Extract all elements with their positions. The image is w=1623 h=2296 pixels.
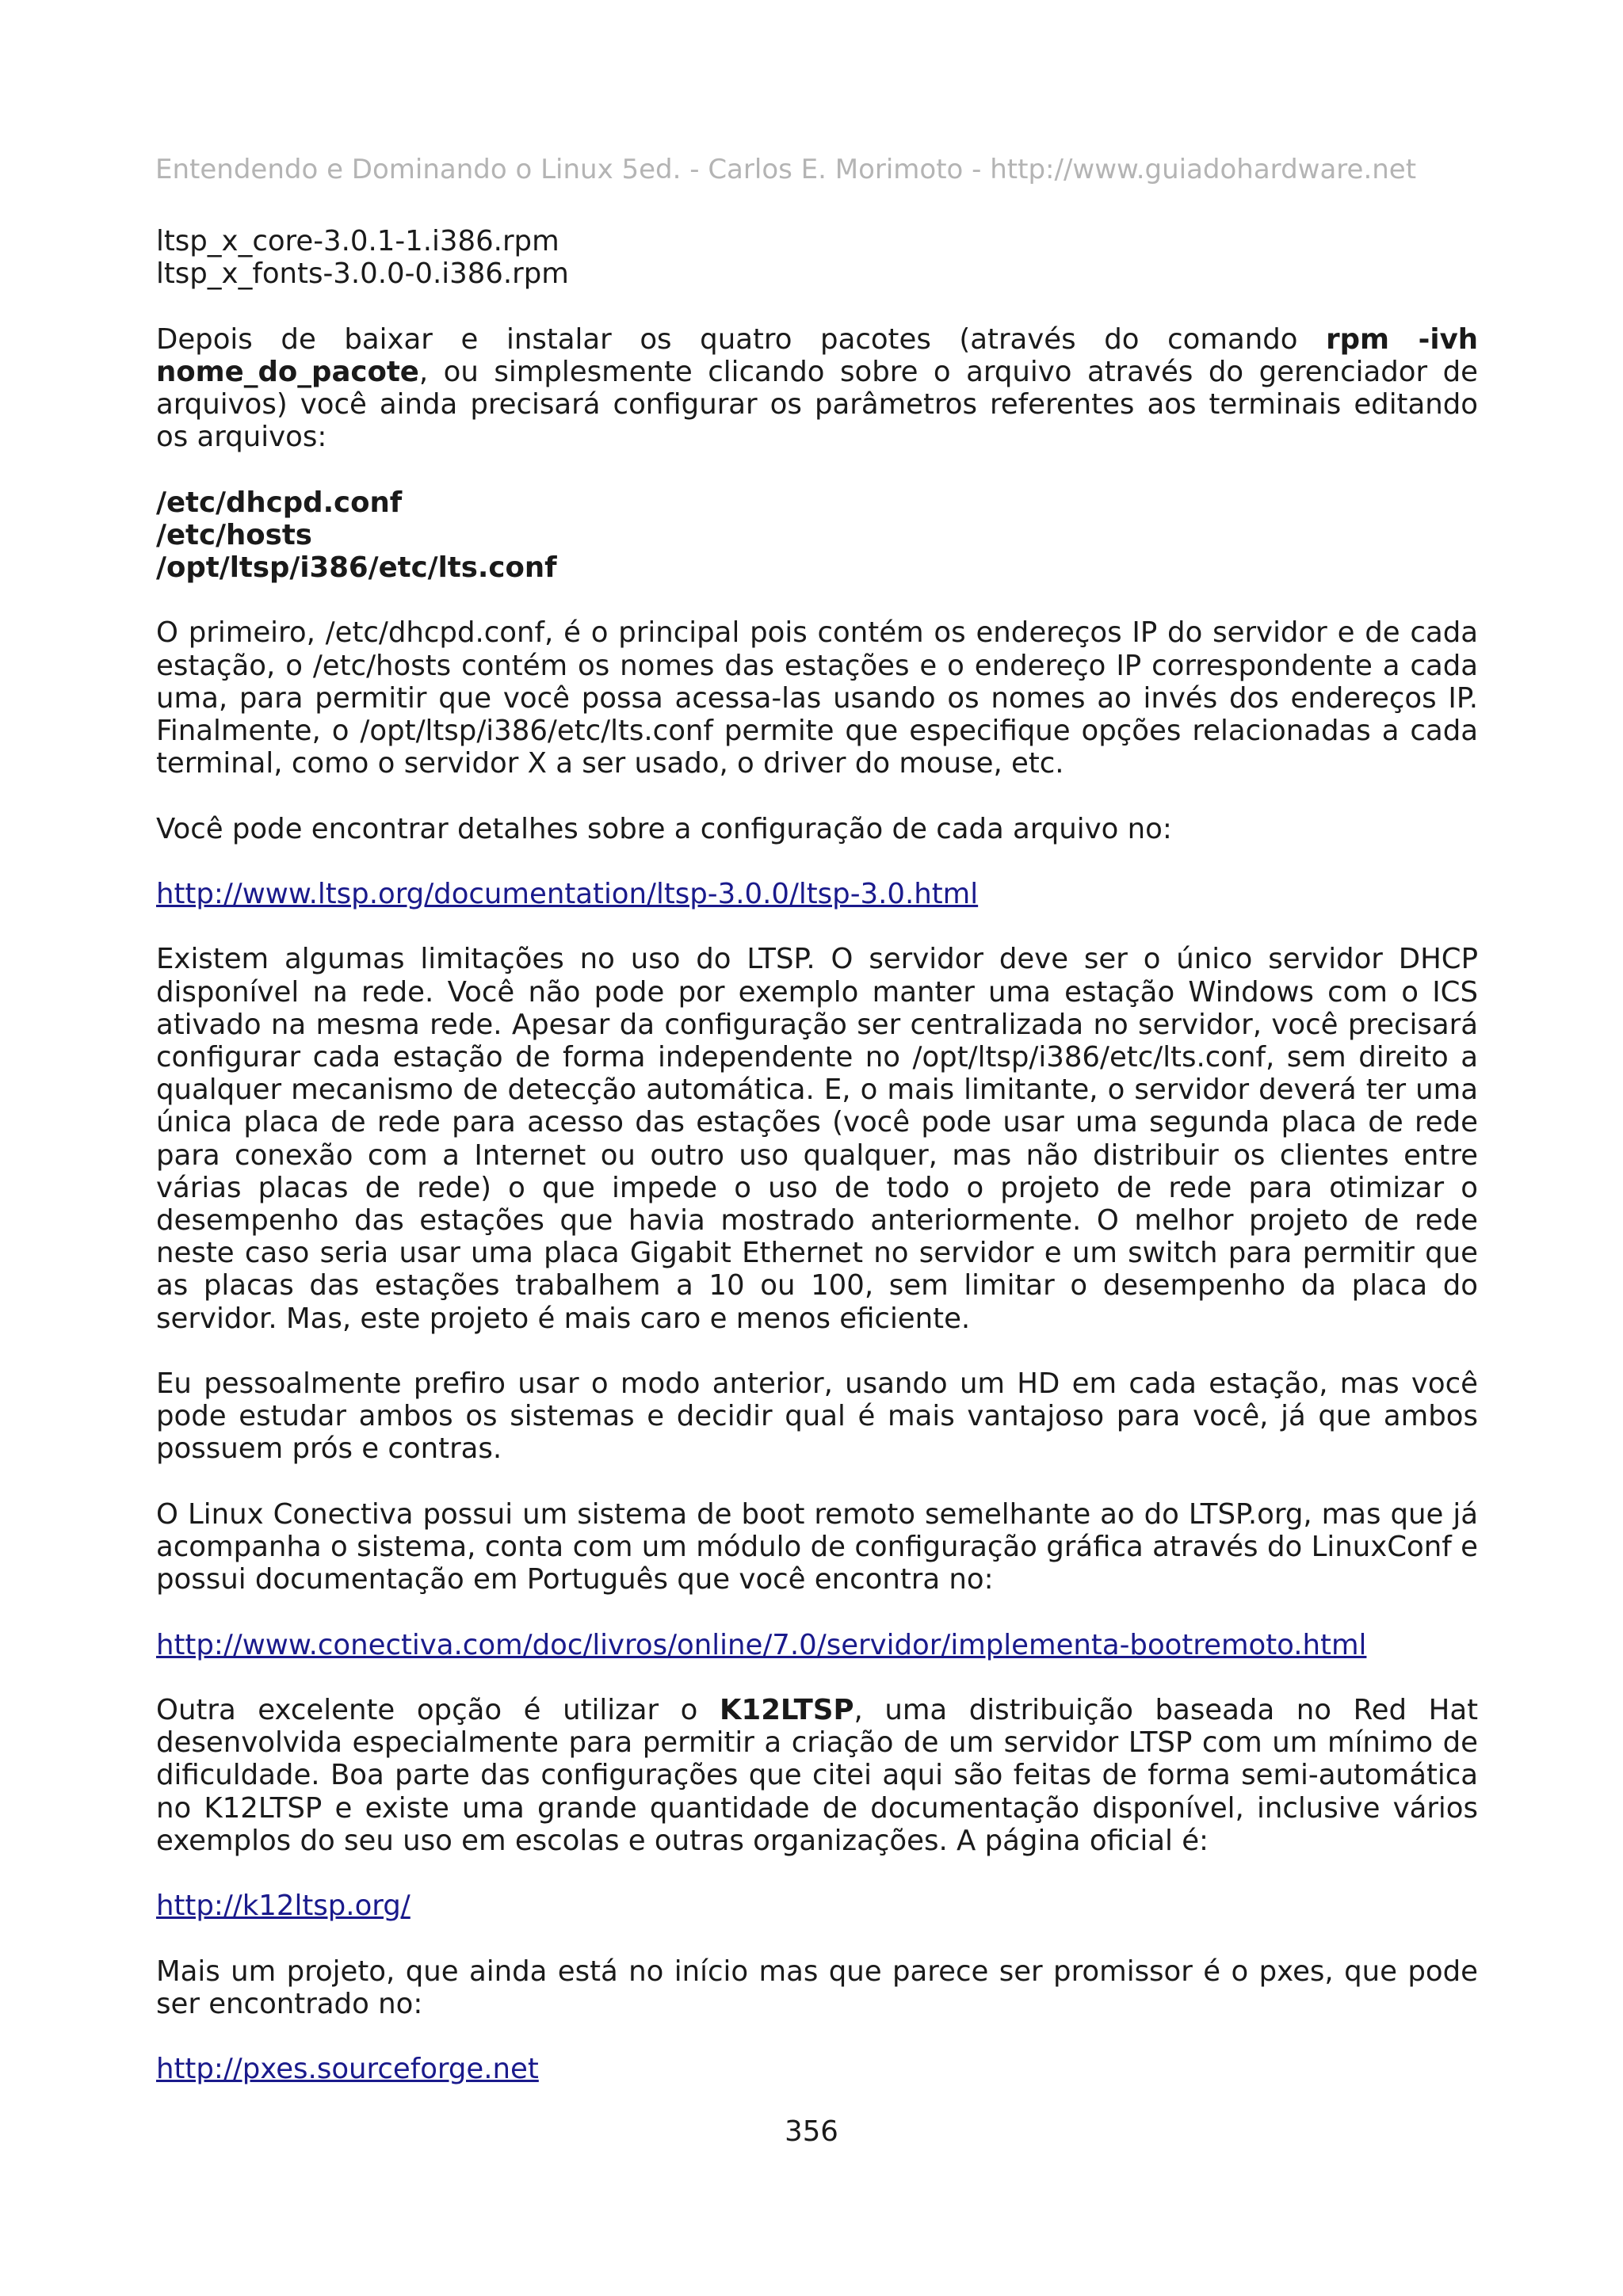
command-text: rpm -ivh nome_do_pacote xyxy=(156,322,1478,388)
file-path: /etc/dhcpd.conf xyxy=(156,486,403,519)
paragraph: Existem algumas limitações no uso do LTSP. O servidor deve ser o único servidor DHCP disponível na rede. Você não pode por exemplo manter uma estação Windows com o ICS ativado na mesma rede. Apesar da configuração ser centralizada no servidor, você precisará configurar cada estação de forma independente no /opt/ltsp/i386/etc/lts.conf, sem direito a qualquer mecanismo de detecção automática. E, o mais limitante, o servidor deverá ter uma única placa de rede para acesso das estações (você pode usar uma segunda placa de rede para conexão com a Internet ou outro uso qualquer, mas não distribuir os clientes entre várias placas de rede) o que impede o uso de todo o projeto de rede para otimizar o desempenho das estações que havia mostrado anteriormente. O melhor projeto de rede neste caso seria usar uma placa Gigabit Ethernet no servidor e um switch para permitir que as placas das estações trabalhem a 10 ou 100, sem limitar o desempenho da placa do servidor. Mas, este projeto é mais caro e menos eficiente. xyxy=(156,943,1478,1335)
file-path: /etc/hosts xyxy=(156,518,312,551)
paragraph: O primeiro, /etc/dhcpd.conf, é o principal pois contém os endereços IP do servidor e de cada estação, o /etc/hosts contém os nomes das estações e o endereço IP correspondente a cada uma, para permitir que você possa acessa-las usando os nomes ao invés dos endereços IP. Finalmente, o /opt/ltsp/i386/etc/lts.conf permite que especifique opções relacionadas a cada terminal, como o servidor X a ser usado, o driver do mouse, etc. xyxy=(156,616,1478,780)
page-body xyxy=(156,225,1478,2085)
paragraph-text: , ou simplesmente clicando sobre o arquivo através do gerenciador de arquivos) você ainda precisará configurar os parâmetros referentes aos terminais editando os arquivos: xyxy=(156,355,1478,454)
bold-term: K12LTSP xyxy=(720,1693,854,1726)
paragraph-text: , uma distribuição baseada no Red Hat desenvolvida especialmente para permitir a criação de um servidor LTSP com um mínimo de dificuldade. Boa parte das configurações que citei aqui são feitas de forma semi-automática no K12LTSP e existe uma grande quantidade de documentação disponível, inclusive vários exemplos do seu uso em escolas e outras organizações. A página oficial é: xyxy=(156,1693,1479,1857)
paragraph-text: Outra excelente opção é utilizar o xyxy=(156,1693,720,1726)
package-list xyxy=(156,225,1478,290)
conectiva-link[interactable]: http://www.conectiva.com/doc/livros/online/7.0/servidor/implementa-bootremoto.html xyxy=(156,1628,1367,1661)
file-path: /opt/ltsp/i386/etc/lts.conf xyxy=(156,551,557,584)
paragraph xyxy=(156,323,1478,454)
link-paragraph xyxy=(156,1890,1478,1922)
file-list xyxy=(156,486,1478,585)
running-header: Entendendo e Dominando o Linux 5ed. - Carlos E. Morimoto - http://www.guiadohardware.net xyxy=(155,154,1417,185)
package-name: ltsp_x_fonts-3.0.0-0.i386.rpm xyxy=(156,257,569,291)
paragraph: O Linux Conectiva possui um sistema de boot remoto semelhante ao do LTSP.org, mas que já acompanha o sistema, conta com um módulo de configuração gráfica através do LinuxConf e possui documentação em Português que você encontra no: xyxy=(156,1497,1478,1596)
pxes-link[interactable]: http://pxes.sourceforge.net xyxy=(156,2053,539,2086)
page-number: 356 xyxy=(785,2115,838,2148)
ltsp-doc-link[interactable]: http://www.ltsp.org/documentation/ltsp-3.0.0/ltsp-3.0.html xyxy=(156,877,979,910)
paragraph-text: Depois de baixar e instalar os quatro pacotes (através do comando xyxy=(156,322,1327,356)
link-paragraph xyxy=(156,2053,1478,2085)
paragraph: Você pode encontrar detalhes sobre a configuração de cada arquivo no: xyxy=(156,812,1172,845)
paragraph: Mais um projeto, que ainda está no início mas que parece ser promissor é o pxes, que pode ser encontrado no: xyxy=(156,1955,1478,2020)
link-paragraph xyxy=(156,878,1478,910)
paragraph xyxy=(156,1694,1478,1857)
k12ltsp-link[interactable]: http://k12ltsp.org/ xyxy=(156,1890,411,1923)
link-paragraph xyxy=(156,1629,1478,1661)
package-name: ltsp_x_core-3.0.1-1.i386.rpm xyxy=(156,225,559,257)
paragraph: Eu pessoalmente prefiro usar o modo anterior, usando um HD em cada estação, mas você pode estudar ambos os sistemas e decidir qual é mais vantajoso para você, já que ambos possuem prós e contras. xyxy=(156,1367,1478,1466)
